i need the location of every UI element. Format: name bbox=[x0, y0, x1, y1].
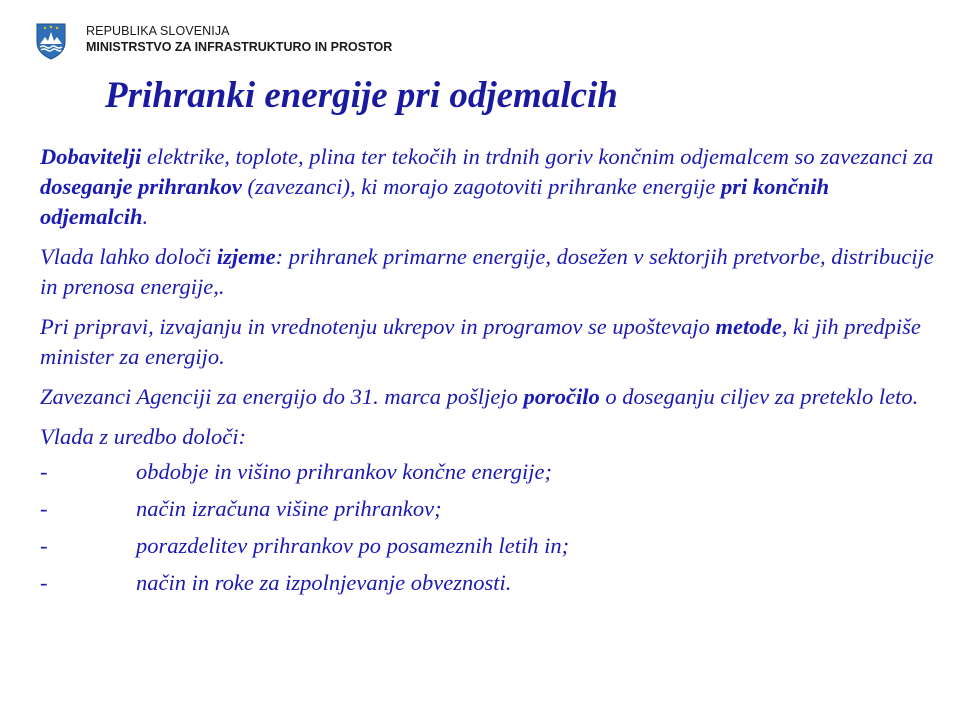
ministry-name: MINISTRSTVO ZA INFRASTRUKTURO IN PROSTOR bbox=[86, 40, 393, 54]
emphasis-suppliers: Dobavitelji bbox=[40, 144, 142, 169]
list-item-text: način izračuna višine prihrankov; bbox=[136, 496, 442, 521]
list-item-text: obdobje in višino prihrankov končne energije; bbox=[136, 459, 552, 484]
text-segment: Zavezanci Agenciji za energijo do 31. marca pošljejo bbox=[40, 384, 524, 409]
slide-body bbox=[40, 142, 940, 605]
list-item bbox=[40, 457, 940, 494]
list-item bbox=[40, 531, 940, 568]
list-item-text: način in roke za izpolnjevanje obveznosti. bbox=[136, 570, 512, 595]
list-item bbox=[40, 494, 940, 531]
text-segment: . bbox=[142, 204, 149, 229]
text-segment: Pri pripravi, izvajanju in vrednotenju ukrepov in programov se upoštevajo bbox=[40, 314, 716, 339]
text-segment: elektrike, toplote, plina ter tekočih in trdnih goriv končnim odjemalcem so zavezanci za bbox=[141, 144, 934, 169]
paragraph-report bbox=[40, 382, 940, 412]
dash-marker: - bbox=[40, 533, 48, 558]
slide-title: Prihranki energije pri odjemalcih bbox=[105, 75, 618, 116]
slovenia-coat-of-arms-icon bbox=[34, 22, 68, 60]
list-intro: Vlada z uredbo določi: bbox=[40, 424, 247, 449]
text-segment: (zavezanci), ki morajo zagotoviti prihranke energije bbox=[241, 174, 721, 199]
dash-marker: - bbox=[40, 459, 48, 484]
emphasis-methods: metode bbox=[715, 314, 782, 339]
text-segment: : prihranek primarne energije, dosežen v sektorjih pretvorbe, distribucije in prenosa energije,. bbox=[40, 244, 934, 299]
paragraph-exemptions bbox=[40, 242, 940, 302]
paragraph-methods bbox=[40, 312, 940, 372]
paragraph-suppliers bbox=[40, 142, 940, 232]
text-segment: Vlada lahko določi bbox=[40, 244, 217, 269]
list-item-text: porazdelitev prihrankov po posameznih letih in; bbox=[136, 533, 570, 558]
organization-name bbox=[86, 22, 392, 55]
emphasis-report: poročilo bbox=[523, 384, 600, 409]
emphasis-exemptions: izjeme bbox=[216, 244, 276, 269]
list-item bbox=[40, 568, 940, 605]
country-name: REPUBLIKA SLOVENIJA bbox=[86, 24, 230, 38]
emphasis-savings: doseganje prihrankov bbox=[40, 174, 242, 199]
dash-marker: - bbox=[40, 570, 48, 595]
emphasis-end-customers: pri končnih odjemalcih bbox=[40, 174, 830, 229]
ministry-header bbox=[34, 22, 392, 60]
dash-marker: - bbox=[40, 496, 48, 521]
text-segment: , ki jih predpiše minister za energijo. bbox=[40, 314, 921, 369]
text-segment: o doseganju ciljev za preteklo leto. bbox=[599, 384, 919, 409]
